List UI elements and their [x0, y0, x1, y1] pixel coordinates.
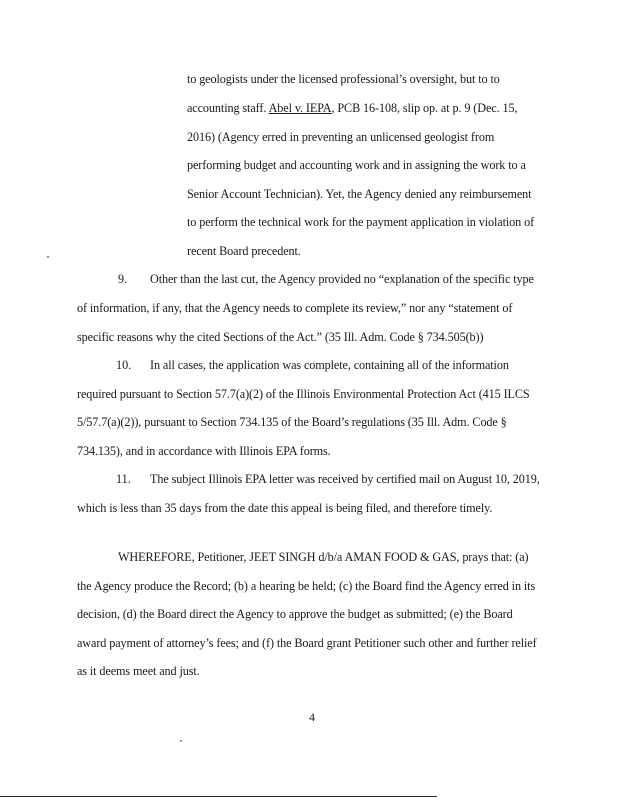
paragraph-line: The subject Illinois EPA letter was received by certified mail on August 10, 2019,	[150, 472, 540, 486]
paragraph-line: which is less than 35 days from the date this appeal is being filed, and therefore timely.	[77, 501, 493, 515]
paragraph-number: 10.	[116, 358, 132, 372]
paragraph-line: required pursuant to Section 57.7(a)(2) of the Illinois Environmental Protection Act (415 ILCS	[77, 387, 530, 401]
paragraph-line: of information, if any, that the Agency needs to complete its review,” nor any “statement of	[77, 301, 513, 315]
page-number: 4	[309, 710, 315, 724]
quote-text: accounting staff.	[187, 101, 269, 115]
quote-line: to geologists under the licensed professional’s oversight, but to to	[187, 72, 500, 86]
quote-line: performing budget and accounting work and in assigning the work to a	[187, 158, 526, 172]
wherefore-line: WHEREFORE, Petitioner, JEET SINGH d/b/a AMAN FOOD & GAS, prays that: (a)	[118, 550, 529, 564]
quote-line: recent Board precedent.	[187, 244, 301, 258]
paragraph-line: Other than the last cut, the Agency provided no “explanation of the specific type	[150, 272, 534, 286]
quote-line: 2016) (Agency erred in preventing an unlicensed geologist from	[187, 130, 495, 144]
wherefore-line: decision, (d) the Board direct the Agency to approve the budget as submitted; (e) the Board	[77, 607, 513, 621]
paragraph-line: 734.135), and in accordance with Illinois EPA forms.	[77, 444, 331, 458]
case-citation: Abel v. IEPA	[268, 101, 332, 115]
quote-line: to perform the technical work for the payment application in violation of	[187, 215, 535, 229]
quote-line: Senior Account Technician). Yet, the Agency denied any reimbursement	[187, 187, 532, 201]
scan-speck	[180, 740, 182, 742]
paragraph-line: In all cases, the application was complete, containing all of the information	[150, 358, 509, 372]
paragraph-number: 9.	[118, 272, 128, 286]
quote-text: , PCB 16-108, slip op. at p. 9 (Dec. 15,	[331, 101, 518, 115]
wherefore-line: as it deems meet and just.	[77, 664, 200, 678]
wherefore-line: the Agency produce the Record; (b) a hearing be held; (c) the Board find the Agency erred in its	[77, 579, 536, 593]
wherefore-line: award payment of attorney’s fees; and (f) the Board grant Petitioner such other and further relief	[77, 636, 537, 650]
scan-speck	[47, 256, 49, 258]
bottom-rule	[0, 796, 437, 797]
paragraph-line: specific reasons why the cited Sections of the Act.” (35 Ill. Adm. Code § 734.505(b))	[77, 330, 484, 344]
paragraph-number: 11.	[116, 472, 131, 486]
quote-line	[187, 101, 517, 116]
paragraph-line: 5/57.7(a)(2)), pursuant to Section 734.135 of the Board’s regulations (35 Ill. Adm. Code §	[77, 415, 507, 429]
